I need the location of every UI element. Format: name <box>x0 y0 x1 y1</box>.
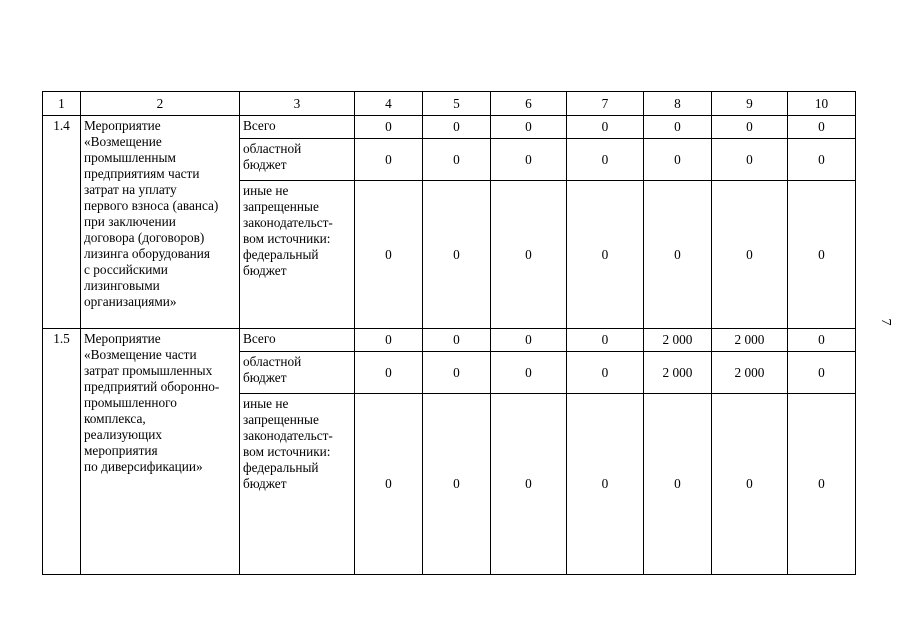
header-cell: 5 <box>423 92 491 116</box>
value-cell: 0 <box>491 394 567 575</box>
measure-name-line: первого взноса (аванса) <box>84 198 219 213</box>
value-cell: 0 <box>355 139 423 181</box>
value-cell: 2 000 <box>712 352 788 394</box>
funding-source-line: вом источники: <box>243 231 331 246</box>
value-cell: 0 <box>355 116 423 139</box>
header-cell: 8 <box>644 92 712 116</box>
value-cell: 0 <box>567 116 644 139</box>
measure-name-line: промышленного <box>84 395 177 410</box>
value-cell: 0 <box>712 139 788 181</box>
value-cell: 0 <box>423 352 491 394</box>
value-cell: 0 <box>712 116 788 139</box>
value-cell: 0 <box>423 329 491 352</box>
header-cell: 2 <box>81 92 240 116</box>
measure-name-line: организациями» <box>84 294 177 309</box>
value-cell: 0 <box>788 181 856 329</box>
funding-source <box>240 394 355 575</box>
value-cell: 0 <box>788 116 856 139</box>
value-cell: 0 <box>423 181 491 329</box>
value-cell: 0 <box>423 116 491 139</box>
measure-name-line: «Возмещение части <box>84 347 197 362</box>
measure-name-line: лизинговыми <box>84 278 160 293</box>
measure-name-line: с российскими <box>84 262 168 277</box>
funding-source <box>240 116 355 139</box>
header-cell: 4 <box>355 92 423 116</box>
measure-number: 1.5 <box>43 329 81 575</box>
funding-source-line: вом источники: <box>243 444 331 459</box>
funding-source-line: федеральный <box>243 247 319 262</box>
funding-source <box>240 181 355 329</box>
value-cell: 0 <box>355 181 423 329</box>
page-number: 7 <box>878 318 893 326</box>
budget-table <box>42 91 856 575</box>
value-cell: 2 000 <box>644 352 712 394</box>
funding-source-line: бюджет <box>243 370 287 385</box>
measure-name-line: Мероприятие <box>84 118 161 133</box>
funding-source-line: бюджет <box>243 157 287 172</box>
value-cell: 0 <box>355 329 423 352</box>
table-row <box>43 116 856 139</box>
measure-name-line: промышленным <box>84 150 176 165</box>
table-header-row <box>43 92 856 116</box>
value-cell: 0 <box>423 394 491 575</box>
funding-source-line: областной <box>243 354 302 369</box>
funding-source-line: Всего <box>243 118 276 133</box>
measure-name <box>81 116 240 329</box>
value-cell: 0 <box>567 181 644 329</box>
funding-source-line: запрещенные <box>243 412 319 427</box>
measure-number: 1.4 <box>43 116 81 329</box>
value-cell: 0 <box>491 116 567 139</box>
measure-name-line: затрат промышленных <box>84 363 213 378</box>
value-cell: 0 <box>712 394 788 575</box>
funding-source-line: областной <box>243 141 302 156</box>
funding-source-line: иные не <box>243 183 289 198</box>
measure-name-line: Мероприятие <box>84 331 161 346</box>
measure-name-line: комплекса, <box>84 411 146 426</box>
measure-name-line: мероприятия <box>84 443 158 458</box>
header-cell: 7 <box>567 92 644 116</box>
header-cell: 1 <box>43 92 81 116</box>
measure-name-line: при заключении <box>84 214 176 229</box>
value-cell: 0 <box>567 394 644 575</box>
funding-source-line: законодательст- <box>243 215 333 230</box>
table-row <box>43 329 856 352</box>
funding-source-line: Всего <box>243 331 276 346</box>
value-cell: 0 <box>491 329 567 352</box>
value-cell: 0 <box>644 394 712 575</box>
value-cell: 0 <box>567 352 644 394</box>
measure-name <box>81 329 240 575</box>
value-cell: 0 <box>788 139 856 181</box>
funding-source-line: федеральный <box>243 460 319 475</box>
value-cell: 0 <box>644 181 712 329</box>
value-cell: 0 <box>788 329 856 352</box>
measure-name-line: предприятиям части <box>84 166 200 181</box>
funding-source-line: запрещенные <box>243 199 319 214</box>
header-cell: 6 <box>491 92 567 116</box>
value-cell: 0 <box>644 116 712 139</box>
funding-source <box>240 352 355 394</box>
value-cell: 0 <box>491 352 567 394</box>
value-cell: 0 <box>567 329 644 352</box>
funding-source-line: законодательст- <box>243 428 333 443</box>
header-cell: 3 <box>240 92 355 116</box>
measure-name-line: затрат на уплату <box>84 182 177 197</box>
value-cell: 0 <box>355 394 423 575</box>
value-cell: 0 <box>355 352 423 394</box>
measure-name-line: по диверсификации» <box>84 459 203 474</box>
value-cell: 0 <box>788 394 856 575</box>
funding-source-line: бюджет <box>243 263 287 278</box>
measure-name-line: лизинга оборудования <box>84 246 211 261</box>
value-cell: 0 <box>491 139 567 181</box>
header-cell: 10 <box>788 92 856 116</box>
value-cell: 0 <box>788 352 856 394</box>
funding-source <box>240 329 355 352</box>
funding-source-line: бюджет <box>243 476 287 491</box>
measure-name-line: реализующих <box>84 427 163 442</box>
value-cell: 2 000 <box>712 329 788 352</box>
measure-name-line: договора (договоров) <box>84 230 205 245</box>
value-cell: 0 <box>423 139 491 181</box>
value-cell: 2 000 <box>644 329 712 352</box>
measure-name-line: «Возмещение <box>84 134 162 149</box>
value-cell: 0 <box>644 139 712 181</box>
header-cell: 9 <box>712 92 788 116</box>
measure-name-line: предприятий оборонно- <box>84 379 220 394</box>
funding-source <box>240 139 355 181</box>
value-cell: 0 <box>491 181 567 329</box>
funding-source-line: иные не <box>243 396 289 411</box>
value-cell: 0 <box>567 139 644 181</box>
value-cell: 0 <box>712 181 788 329</box>
